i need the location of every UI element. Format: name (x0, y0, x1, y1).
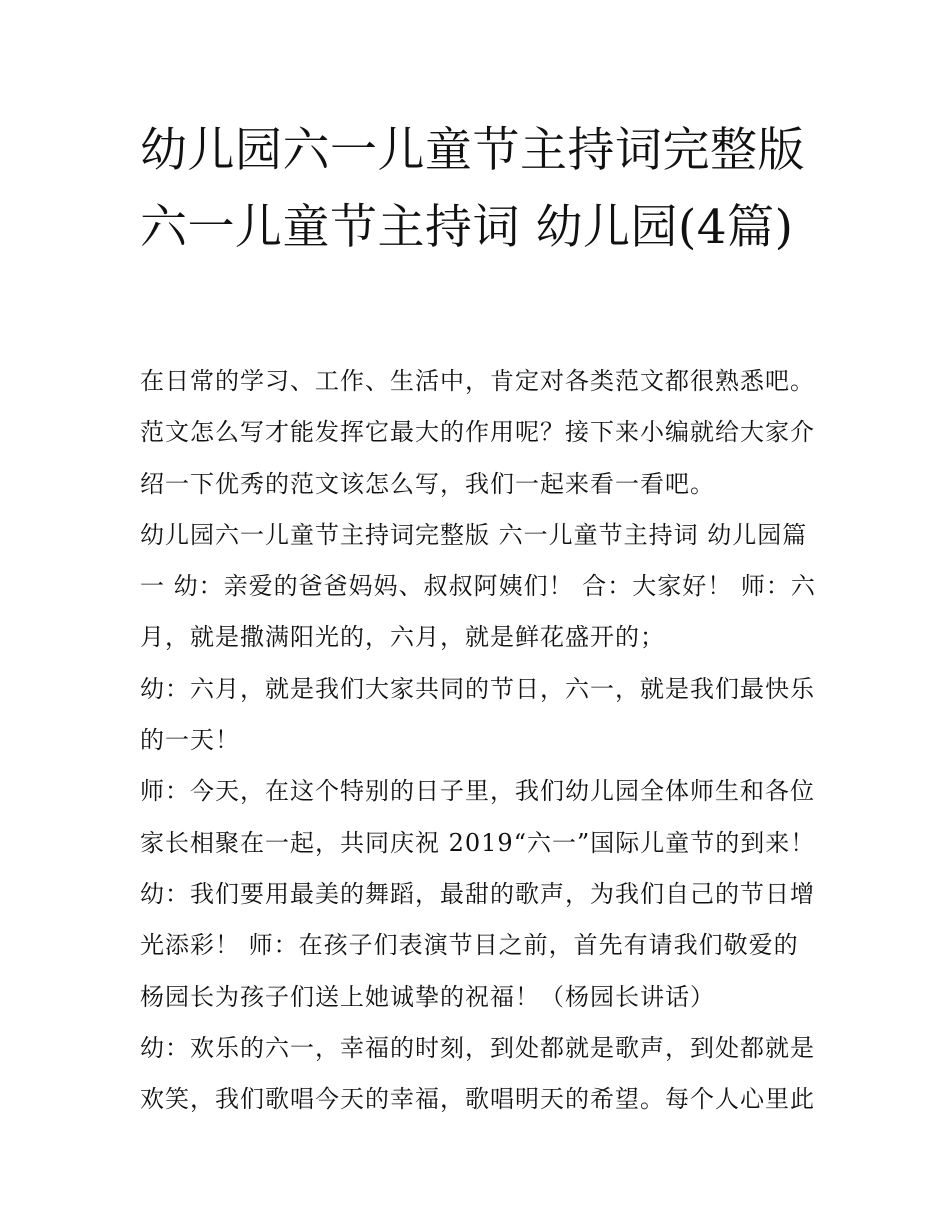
paragraph-1: 幼儿园六一儿童节主持词完整版 六一儿童节主持词 幼儿园篇一 幼：亲爱的爸爸妈妈、叔叔阿姨们！ 合：大家好！ 师：六月，就是撒满阳光的，六月，就是鲜花盛开的； (140, 520, 816, 652)
paragraph-2: 幼：六月，就是我们大家共同的节日，六一，就是我们最快乐的一天！ (140, 674, 815, 755)
paragraph-intro: 在日常的学习、工作、生活中，肯定对各类范文都很熟悉吧。范文怎么写才能发挥它最大的作用呢？接下来小编就给大家介绍一下优秀的范文该怎么写，我们一起来看一看吧。 (140, 367, 815, 498)
document-title: 幼儿园六一儿童节主持词完整版 六一儿童节主持词 幼儿园(4篇) (140, 123, 805, 255)
document-page (140, 0, 820, 1229)
paragraph-4: 幼：我们要用最美的舞蹈，最甜的歌声，为我们自己的节日增光添彩！ 师：在孩子们表演节目之前，首先有请我们敬爱的杨园长为孩子们送上她诚挚的祝福！（杨园长讲话） (140, 879, 815, 1011)
paragraph-3: 师：今天，在这个特别的日子里，我们幼儿园全体师生和各位家长相聚在一起，共同庆祝 2019“六一”国际儿童节的到来！ (140, 777, 816, 857)
document-body (140, 356, 820, 1125)
paragraph-5: 幼：欢乐的六一，幸福的时刻，到处都就是歌声，到处都就是欢笑，我们歌唱今天的幸福，歌唱明天的希望。每个人心里此 (140, 1033, 815, 1114)
